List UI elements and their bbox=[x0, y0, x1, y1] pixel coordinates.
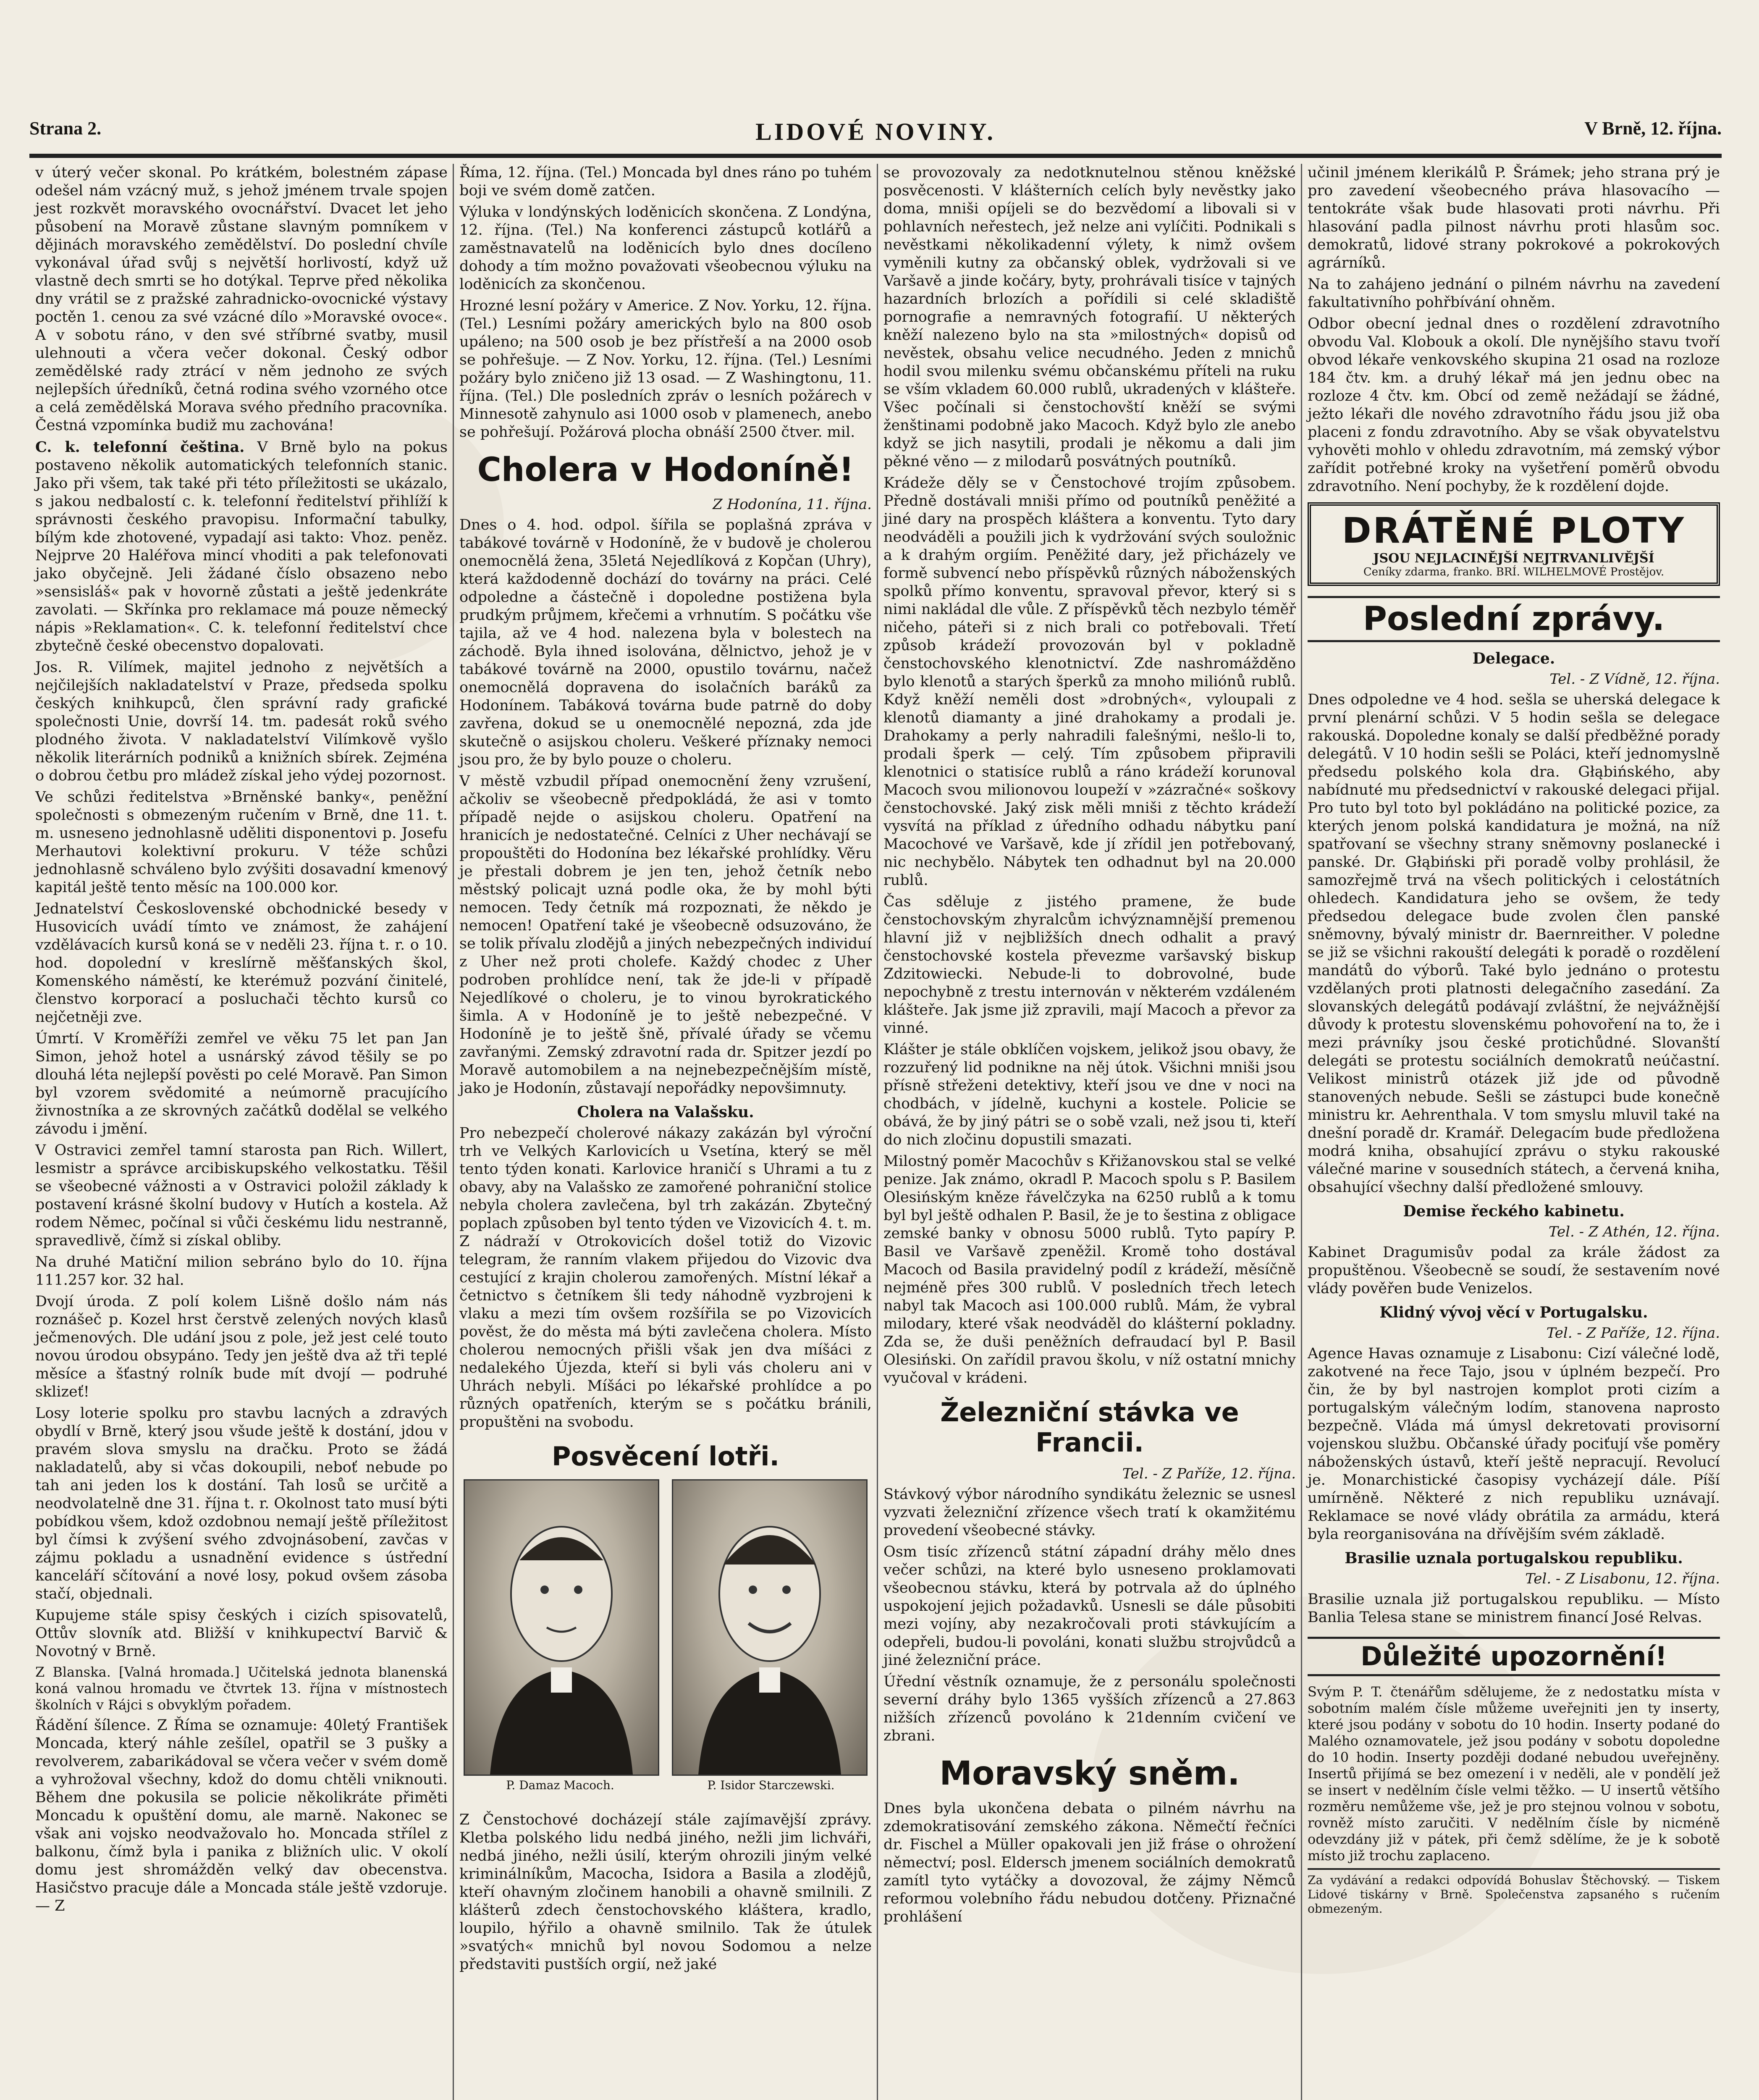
portrait-image bbox=[464, 1479, 659, 1776]
article-telephone bbox=[35, 438, 453, 655]
article-greece: Kabinet Dragumisův podal za krále žádost za propuštěnou. Všeobecně se soudí, že sestavením nové vlády pověřen bude Venizelos. bbox=[1308, 1244, 1725, 1297]
page-number: Strana 2. bbox=[29, 118, 102, 139]
dateline: Tel. - Z Paříže, 12. října. bbox=[1122, 1465, 1296, 1482]
article-fires: Hrozné lesní požáry v Americe. Z Nov. Yorku, 12. října. (Tel.) Lesními požáry amerických bylo na 800 osob upáleno; na 500 osob je bez přístřeší a na 2000 osob se pohřešuje. — Z Nov. Yorku, 12. října. (Tel.) Lesními požáry bylo zničeno již 13 osad. — Z Washingtonu, 11. října. (Tel.) Dle posledních zpráv o lesních požárech v Minnesotě zahynulo asi 1000 osob v plamenech, anebo se pohřešují. Požárová plocha obnáší 2500 čtver. mil. bbox=[459, 297, 877, 441]
article-rome: Říma, 12. října. (Tel.) Moncada byl dnes ráno po tuhém boji ve svém domě zatčen. bbox=[459, 164, 877, 199]
article-strike-2: Osm tisíc zřízenců státní západní dráhy mělo dnes večer schůzi, na které bylo usneseno proklamovati všeobecnou stávku, která by potrvala až do úplného uspokojení jejich požadavků. Usnesli se dále působiti mezi vojíny, aby nezakročovali proti stávkujícím a odepřeli, budou-li povoláni, konati službu strojvůdců a jiné železniční práce. bbox=[883, 1544, 1301, 1669]
headline-strike: Železniční stávka ve Francii. bbox=[940, 1397, 1239, 1458]
imprint bbox=[1308, 1868, 1724, 1916]
article-bank: Ve schůzi ředitelstva »Brněnské banky«, peněžní společnosti s obmezeným ručením v Brně, dne 11. t. m. usneseno jednohlasně uděliti disponentovi p. Josefu Merhautovi kolektivní prokuru. V téže schůzi jednohlasně schváleno bylo zvýšiti dosavadní kmenový kapitál ještě tento měsíc na 100.000 kor. bbox=[35, 789, 453, 896]
article-czestochowa: Z Čenstochové docházejí stále zajímavější zprávy. Kletba polského lidu nedbá jiného, nežli jim lichváři, nedbá jiného, nežli úsilí, kterým ohrozili jiným velké kriminálníkům, Macocha, Isidora a Basila a zlodějů, kteří ohavným zločinem hanobili a ohavně smilnili. Z klášterů zdech čenstochovského kláštera, kradlo, loupilo, hýřilo a ohavně smilnilo. Tak že útulek »svatých« mnichů byl novou Sodomou a nelze představiti pustších orgií, než jaké bbox=[459, 1811, 877, 1973]
article-czestochowa-cont: se provozovaly za nedotknutelnou stěnou kněžské posvěcenosti. V klášterních celích byly nevěstky jako doma, mniši opíjeli se do bezvědomí a libovali si v pohlavních neřestech, jež nelze ani vylíčiti. Podnikali s nevěstkami několikadenní výlety, k nimž ovšem vyměnili kutny za občanský oblek, vydržovali si ve Varšavě a jinde kočáry, byty, prohrávali tisíce v tajných hazardních brlozích a pořídili si celé skladiště pornografie a nemravných fotografií. U některých kněží nalezeno bylo na sta »milostných« dopisů od nevěstek, obsahu velice necudného. Jeden z mnichů hodil svou milenku svému občanskému příteli na ruku se vším vkladem 60.000 rublů, ukradených v klášteře. Všec počínali si čenstochovští kněží se svými ženštinami podobně jako Macoch. Když bylo zle anebo když se jich nasytili, prodali je někomu a dali jim pěkné věno — z milodarů posvátných poutníků. bbox=[883, 164, 1301, 470]
article-notice: Svým P. T. čtenářům sdělujeme, že z nedostatku místa v sobotním malém čísle můžeme uveřejniti jen ty inserty, které jsou podány v sobotu do 10 hodin. Inserty podané do Malého oznamovatele, jež jsou podány v sobotu dopoledne do 10 hodin. Inserty později dodané nebudou uveřejněny. Insertů přijímá se bez omezení i v neděli, ale v pondělí jež se insert v nedělním čísle velmi těžko. — U insertů většího rozměru nemůžeme vše, jež je pro stejnou volnou v sobotu, rovněž místo zaručiti. V nedělním čísle by nicméně odevzdány již v pátek, při čemž sdělíme, že je k sobotě místo již trochu zaplaceno. bbox=[1308, 1684, 1725, 1864]
article-heading: C. k. telefonní čeština. bbox=[35, 438, 245, 456]
article-lottery: Losy loterie spolku pro stavbu lacných a zdravých obydlí v Brně, který jsou všude ještě k dostání, jdou v pravém slova smyslu na dračku. Proto se žádá nakladatelů, aby si včas dokoupili, neboť nebude po tah ani jeden los k dostání. Tah losů se určitě a neodvolatelně dne 31. října t. r. Okolnost tato musí býti pobídkou všem, kdož ozdobnou nemají ještě příležitost byl čímsi k zvýšení svého zdvojnásobení, zavčas v zájmu pokladu a usnadnění evidence s ústřední kanceláří sčítování a nové losy, pokud ovšem zásoba stačí, objednali. bbox=[35, 1405, 453, 1602]
article-valassko: Pro nebezpečí cholerové nákazy zakázán byl výroční trh ve Velkých Karlovicích u Vsetína, který se měl tento týden konati. Karlovice hraničí s Uhrami a tu z obavy, aby na Valašsko ze zamořené pohraniční stolice nebyla cholera zavlečena, byl trh zakázán. Zbytečný poplach způsoben byl tento týden ve Vizovicích 4. t. m. Z nádraží v Otrokovicích došel totiž do Vizovic telegram, že ranním vlakem přijedou do Vizovic dva cestující z krajin cholerou zamořených. Místní lékař a četnictvo s četníkem šli tedy náhodně vyzbrojeni k vlaku a mezi tím ovšem rozšířila se po Vizovicích pověst, že do města má býti zavlečena cholera. Místo cholerou nemocných přišli však jen dva míšáci z nedalekého Újezda, kteří si byli vás choleru ani v Uhrách nebyli. Míšáci po lékařské prohlídce a po různých opatřeních, kterým se s počátku bránili, propuštěni na svobodu. bbox=[459, 1125, 877, 1431]
article-madman: Řádění šílence. Z Říma se oznamuje: 40letý František Moncada, který náhle zešílel, opatřil se 3 pušky a revolverem, zabarikádoval se včera večer v svém domě a vyhrožoval všechny, kdož do domu chtěli vniknouti. Během dne pokusila se policie několikráte přiměti Moncadu k opuštění domu, ale marně. Nakonec se však ani vojsko neodvažovalo ho. Moncada střílel z balkonu, čímž byla i panika z bližních ulic. V okolí domu jest shromážděn velký dav obecenstva. Hasičstvo pracuje dále a Moncada stále ještě vzdoruje. — Z bbox=[35, 1717, 453, 1914]
article-ostravice: V Ostravici zemřel tamní starosta pan Rich. Willert, lesmistr a správce arcibiskupského velkostatku. Těšil se všeobecné vážnosti a v Ostravici položil základy k postavení krásné školní budovy v Hutích a kostela. Až rodem Němec, počínal si vůči českému lidu nestranně, spravedlivě, čímž si získal obliby. bbox=[35, 1142, 453, 1249]
headline-lotri: Posvěcení lotři. bbox=[551, 1441, 780, 1472]
column-2 bbox=[454, 164, 878, 2100]
advertisement-fences bbox=[1308, 502, 1720, 586]
article-cholera: Dnes o 4. hod. odpol. šířila se poplašná zpráva v tabákové továrně v Hodoníně, že v budově je cholerou onemocnělá žena, 35letá Nejedlíková z Kopčan (Uhry), která každodenně dochází do továrny na práci. Celé odpoledne a částečně i dopoledne postižena byla prudkým průjmem, křečemi a vrhnutím. S počátku vše tajila, až ve 4 hod. nalezena byla v bolestech na záchodě. Byla ihned isolována, dělnictvo, jehož je v tabákové továrně na 2000, opustilo továrnu, načež onemocnělá dopravena do isolačních baráků za Hodonínem. Tabáková továrna bude patrně do doby zavřena, dokud se u onemocnělé nepozná, zda jde skutečně o asijskou choleru. Veškeré příznaky nemoci jsou pro, že by bylo pouze o choleru. bbox=[459, 517, 877, 768]
subhead-greece: Demise řeckého kabinetu. bbox=[1403, 1202, 1625, 1220]
headline-latest-news: Poslední zprávy. bbox=[1308, 596, 1720, 642]
subhead-brazil: Brasilie uznala portugalskou republiku. bbox=[1345, 1549, 1683, 1567]
article-body: V Brně bylo na pokus postaveno několik automatických telefonních stanic. Jako při všem, tak také při této příležitosti se ukázalo, s jakou nedbalostí c. k. telefonní ředitelství přihlíží k správnosti českého pravopisu. Informační tabulky, bílým kde zhotovené, vypadají asi takto: Vhoz. peněz. Nejprve 20 Haléřova mincí vhoditi a pak telefonovati jako obyčejně. Jeli žádané číslo obsazeno nebo »sensisláš« pak v hovorně zůstati a ještě jedenkráte zavolati. — Skřínka pro reklamace má pouze německý nápis »Reklamation«. C. k. telefonní ředitelství chce zbytečně české obecenstvo dopalovati. bbox=[35, 439, 453, 654]
article-delegations: Dnes odpoledne ve 4 hod. sešla se uherská delegace k první plenární schůzi. V 5 hodin sešla se delegace rakouská. Dopoledne konaly se další předběžné porady delegátů. V 10 hodin sešli se Poláci, kteří jednomyslně předsedu polského kola dra. Głąbińského, aby nabídnuté mu předsednictví v rakouské delegaci přijal. Pro tuto byl toto byl pokládáno na politické pozice, za kterých jenom polská kandidatura je možná, na níž spatřovaní se všechny strany sněmovny poslanecké i panské. Dr. Głąbiński při poradě volby prohlásil, že samozřejmě trvá na všech politických i celostátních ohledech. Kandidatura jeho se ovšem, že tedy předsedou delegace bude zvolen člen panské sněmovny, bývalý ministr dr. Baernreither. V poledne se již se všichni rakouští delegáti k poradě o rozdělení mandátů do výborů. Také bylo jednáno o protestu vzdělaných proti platnosti delegačního zasedání. Za slovanských delegátů podávají zvláštní, že nejvážnější důvody k protestu slovenskému pohovoření na to, že i mezi právníky jsou české protichůdné. Slovanští delegáti se protestu sociálních demokratů neúčastní. Velikost ministrů otázek již jde od původně stanovených nebude. Sešli se zástupci bude konečně ministru kr. Aehrenthala. V tom smyslu mluvil také na dnešní poradě dr. Kramář. Delegacím bude předložena modrá kniha, obsahující zprávu o styku rakouské válečné marine v sousedních státech, a červená kniha, obsahující všechny další předložené smlouvy. bbox=[1308, 691, 1725, 1196]
ad-title: DRÁTĚNÉ PLOTY bbox=[1342, 510, 1686, 551]
article-blansko: Z Blanska. [Valná hromada.] Učitelská jednota blanenská koná valnou hromadu ve čtvrtek 13. října v místnostech školních v Rájci s obvyklým pořadem. bbox=[35, 1664, 452, 1713]
article-brazil: Brasilie uznala již portugalskou republiku. — Místo Banlia Telesa stane se ministrem financí José Relvas. bbox=[1308, 1591, 1725, 1626]
article-strike-1: Stávkový výbor národního syndikátu železnic se usnesl vyzvati železniční zřízence všech tratí k okamžitému provedení všeobecné stávky. bbox=[883, 1486, 1301, 1539]
newspaper-title: LIDOVÉ NOVINY. bbox=[755, 118, 996, 145]
portrait-illustration bbox=[459, 1479, 872, 1807]
ad-line: JSOU NEJLACINĚJŠÍ NEJTRVANLIVĚJŠÍ bbox=[1373, 551, 1654, 566]
article-cremation: Na to zahájeno jednání o pilném návrhu na zavedení fakultativního pohřbívání ohněm. bbox=[1308, 276, 1725, 311]
dateline: Tel. - Z Lisabonu, 12. října. bbox=[1525, 1570, 1720, 1587]
article-harvest: Dvojí úroda. Z polí kolem Lišně došlo nám nás roznášeč p. Kozel hrst čerstvě zelených nových klasů ječmenových. Dle udání jsou z pole, jež jest celé touto novou úrodou obsypáno. Tedy jen ještě dva až tři teplé měsíce a šťastný rolník bude mít dvojí — podruhé sklizeť! bbox=[35, 1293, 453, 1400]
article-obituary: v úterý večer skonal. Po krátkém, bolestném zápase odešel nám vzácný muž, s jehož jménem trvale spojen jest rozkvět moravského ovocnářství. Dvacet let jeho působení na Moravě zůstane slavným pomníkem v dějinách moravského zemědělství. Do poslední chvíle vykonával úřad svůj s největší horlivostí, když už vlastně dech smrti se ho dotýkal. Teprve před několika dny vrátil se z pražské zahradnicko-ovocnické výstavy poctěn 1. cenou za své vzácné dílo »Moravské ovoce«. A v sobotu ráno, v den své stříbrné svatby, musil ulehnouti a včera večer dokonal. Český odbor zemědělské rady ztrácí v něm jednoho ze svých nejlepších úředníků, četná rodina svého vzorného otce a celá zemědělská Morava svého předního pracovníka. Čestná vzpomínka budiž mu zachována! bbox=[35, 164, 453, 434]
dateline: Tel. - Z Athén, 12. října. bbox=[1548, 1223, 1720, 1240]
article-thefts: Krádeže děly se v Čenstochové trojím způsobem. Předně dostávali mniši přímo od poutníků peněžité a jiné dary na prospěch kláštera a konventu. Tyto dary neodváděli a použili jich k vydržování svých souložnic a k drahým orgiím. Peněžité dary, jež přicházely ve formě subvencí nebo příspěvků různých náboženských spolků přímo konventu, spravoval převor, který si s nimi nakládal dle vůle. Z příspěvků těch nezbylo téměř ničeho, páteři si z nich brali co potřebovali. Třetí způsob krádeží provozován byl v pokladně čenstochovského klenotnictví. Zde nashromážděno bylo klenotů a starých šperků za mnoho miliónů rublů. Když kněží neměli dost »drobných«, vyloupali z klenotů diamanty a jiné drahokamy a prodali je. Drahokamy a perly nahradili falešnými, nešlo-li to, prodali šperk — celý. Tím způsobem připravili klenotnici o statisíce rublů a ráno krádeží korunoval Macoch svou milionovou loupeží v »zázračné« soškovy čenstochovské. Jaký zisk měli mniši z těchto krádeží vysvítá na příklad z úředního odhadu nábytku paní Macochové ve Varšavě, kde jí zřídil jen potřebovaný, nic nechybělo. Nábytek ten odhadnut byl na 20.000 rublů. bbox=[883, 475, 1301, 889]
ad-line: Ceníky zdarma, franko. BRÍ. WILHELMOVÉ Prostějov. bbox=[1363, 566, 1665, 578]
column-4 bbox=[1302, 164, 1726, 2100]
article-diet: Dnes byla ukončena debata o pilném návrhu na zdemokratisování zemského zákona. Němečtí řečníci dr. Fischel a Müller opakovali jen již fráse o ohrožení němectví; posl. Eldersch jmenem sociálních demokratů zamítl tyto vytáčky a dovozoval, že zájmy Němců reformou volebního řádu nebudou dotčeny. Přiznačné prohlášení bbox=[883, 1800, 1301, 1925]
subhead-portugal: Klidný vývoj věcí v Portugalsku. bbox=[1379, 1304, 1648, 1321]
article-cas: Čas sděluje z jistého pramene, že bude čenstochovským zhyralcům ichvýznamnější premenou hlavní již v nejbližších dnech odhalit a pravý čenstochovské kostela převezme varšavský biskup Zdzitowiecki. Nebude-li to dobrovolné, bude nepochybně z trestu internován v některém vzdáleném klášteře. Jak jsme již zpravili, mají Macoch a převor za vinné. bbox=[883, 893, 1301, 1037]
article-diet-cont: učinil jménem klerikálů P. Šrámek; jeho strana prý je pro zavedení všeobecného práva hlasovacího — tentokráte však bude hlasovati proti návrhu. Při hlasování padla pilnost návrhu proti hlasům soc. demokratů, lidové strany pokrokové a pokrokových agrárníků. bbox=[1308, 164, 1725, 271]
portrait-caption: P. Isidor Starczewski. bbox=[707, 1778, 835, 1792]
dateline: Z Hodonína, 11. října. bbox=[713, 496, 872, 513]
article-cholera-2: V městě vzbudil případ onemocnění ženy vzrušení, ačkoliv se všeobecně předpokládá, že asi v tomto případě nejde o asijskou choleru. Opatření na hranicích je nedostatečné. Celníci z Uher nechávají se propouštěti do Hodonína bez lékařské prohlídky. Věru je přestali dobrem je jen ten, jehož četník nebo městský policajt uzná podle oka, že by mohl býti nemocen. Tedy četník má rozpoznati, že někdo je nemocen! Opatření také je všeobecně odsuzováno, že se tolik přívalu zlodějů a jiných nebezpečných individuí z Uher než proti cholefe. Každý chodec z Uher podroben prohlídce není, tak že jde-li v případě Nejedlíkové o choleru, je to vinou byrokratického šimla. A v Hodoníně je to ještě nebezpečné. V Hodoníně je to ještě šně, přívalé úřady se včemu zavřanými. Zemský zdravotní rada dr. Spitzer jezdí po Moravě automobilem a na nejnebezpečnějším místě, jako je Hodonín, zůstavají nepořádky nepovšimnuty. bbox=[459, 773, 877, 1097]
article-london: Výluka v londýnských loděnicích skončena. Z Londýna, 12. října. (Tel.) Na konferenci zástupců kotlářů a zaměstnavatelů na loděnicích bylo dnes docíleno dohody a tím možno považovati všeobecnou výluku na loděnicích za skončenou. bbox=[459, 204, 877, 293]
column-1 bbox=[29, 164, 454, 2100]
imprint-text: Za vydávání a redakci odpovídá Bohuslav Štěchovský. — Tiskem Lidové tiskárny v Brně. Společenstva zapsaného s ručením obmezeným. bbox=[1308, 1873, 1724, 1916]
column-3 bbox=[878, 164, 1302, 2100]
dateline: Tel. - Z Vídně, 12. října. bbox=[1549, 671, 1720, 688]
article-vilimek: Jos. R. Vilímek, majitel jednoho z největších a nejčilejších nakladatelství v Praze, předseda spolku českých knihkupců, člen správní rady grafické společnosti Unie, dovrší 14. tm. padesát roků svého plodného života. V nakladatelství Vilímkově vyšlo několik literárních podniků a knižních sbírek. Zejména o dobrou četbu pro mládež získal jeho výdej pozornost. bbox=[35, 659, 453, 784]
masthead-dateline: V Brně, 12. října. bbox=[1584, 118, 1722, 139]
subhead-valassko: Cholera na Valašsku. bbox=[577, 1103, 754, 1121]
headline-diet: Moravský sněm. bbox=[939, 1755, 1240, 1793]
article-death: Úmrtí. V Kroměříži zemřel ve věku 75 let pan Jan Simon, jehož hotel a usnárský závod těšily se po dlouhá léta nejlepší pověsti po celé Moravě. Pan Simon byl vzorem svědomité a neúmorně pracujícího živnostníka a ze skrovných začátků dodělal se velkého závodu i jmění. bbox=[35, 1030, 453, 1137]
article-macoch: Milostný poměr Macochův s Křižanovskou stal se velké penize. Jak známo, okradl P. Macoch spolu s P. Basilem Olesińským kněze řávelčzyka na 6250 rublů a k tomu byl byl ještě odhalen P. Basil, že je to šestina z obligace zemské banky v obnosu 5000 rublů. Tyto papíry P. Basil ve Varšavě zpeněžil. Kromě toho dostával Macoch od Basila pravidelný podíl z krádeží, měsíčně nejméně přes 300 rublů. V posledních třech letech nabyl tak Macoch asi 100.000 rublů. Mám, že vybral milodary, které však neodváděl do klášterní pokladny. Zda se, že duši peněžních defraudací byl P. Basil Olesiński. On zařídil pravou školu, v níž ostatní mnichy vyučoval v krádeni. bbox=[883, 1153, 1301, 1386]
portrait-image bbox=[672, 1479, 868, 1776]
portrait-caption: P. Damaz Macoch. bbox=[506, 1778, 614, 1792]
article-strike-3: Úřední věstník oznamuje, že z personálu společnosti severní dráhy bylo 1365 vyšších zřízenců a 27.863 nižších zřízenců povoláno k 21denním cvičení ve zbrani. bbox=[883, 1673, 1301, 1744]
article-portugal: Agence Havas oznamuje z Lisabonu: Cizí válečné lodě, zakotvené na řece Tajo, jsou v úplném bezpečí. Pro čin, že by byl nastrojen komplot proti cizím a portugalským válečným lodím, stanovena naprosto bezpečně. Vláda má úmysl dekretovati provisorní vojenskou službu. Občanské úřady pociťují vše poměry náboženských ústavů, kteří ještě nepracují. Revolucí je. Monarchistické časopisy vycházejí dále. Píší umírněně. Některé z nich republiku uznávají. Reklamace se nové vlády obrátila za armádu, která byla reorganisována na dřívějším svém základě. bbox=[1308, 1345, 1725, 1543]
dateline: Tel. - Z Paříže, 12. října. bbox=[1546, 1325, 1720, 1341]
headline-cholera: Cholera v Hodoníně! bbox=[477, 451, 854, 489]
article-courses: Jednatelství Československé obchodnické besedy v Husovicích uvádí tímto ve známost, že zahájení vzdělávacích kursů koná se v neděli 23. října t. r. o 10. hod. dopolední v kreslírně měšťanských škol, Komenského náměstí, ke kterémuž pozvání činitelé, členstvo korporací a posluchači těchto kursů co nejčetněji zve. bbox=[35, 900, 453, 1026]
article-health-district: Odbor obecní jednal dnes o rozdělení zdravotního obvodu Val. Klobouk a okolí. Dle nynějšího stavu tvoří obvod lékaře venkovského skupina 21 osad na rozloze 184 čtv. km. a druhý lékař má jen jednu obec na rozloze 4 čtv. km. Obcí od země nežádají se žádné, ježto lékaři dle nového zdravotního řádu jsou již oba placeni z fondu zdravotního. Aby se však obyvatelstvu vyhověti mohlo v ohledu zdravotním, má zemský výbor zařídit potřebné kroky na vyšetření poměrů obvodu zdravotního. Není pochyby, že k rozdělení dojde. bbox=[1308, 315, 1725, 495]
article-monastery: Klášter je stále obklíčen vojskem, jelikož jsou obavy, že rozzuřený lid podnikne na něj útok. Všichni mniši jsou přísně střeženi detektivy, kteří jsou ve dne v noci na chodbách, v jídelně, kuchyni a kostele. Policie se obává, že by jiný pátri se o sobě vzali, než jsou ti, kteří do nich zločinu dopustili smazati. bbox=[883, 1041, 1301, 1148]
headline-notice: Důležité upozornění! bbox=[1308, 1637, 1720, 1676]
subhead-delegations: Delegace. bbox=[1472, 650, 1555, 667]
article-matice: Na druhé Matiční milion sebráno bylo do 10. října 111.257 kor. 32 hal. bbox=[35, 1254, 453, 1289]
article-books: Kupujeme stále spisy českých i cizích spisovatelů, Ottův slovník atd. Bližší v knihkupectví Barvič & Novotný v Brně. bbox=[35, 1607, 453, 1660]
masthead bbox=[29, 113, 1722, 158]
